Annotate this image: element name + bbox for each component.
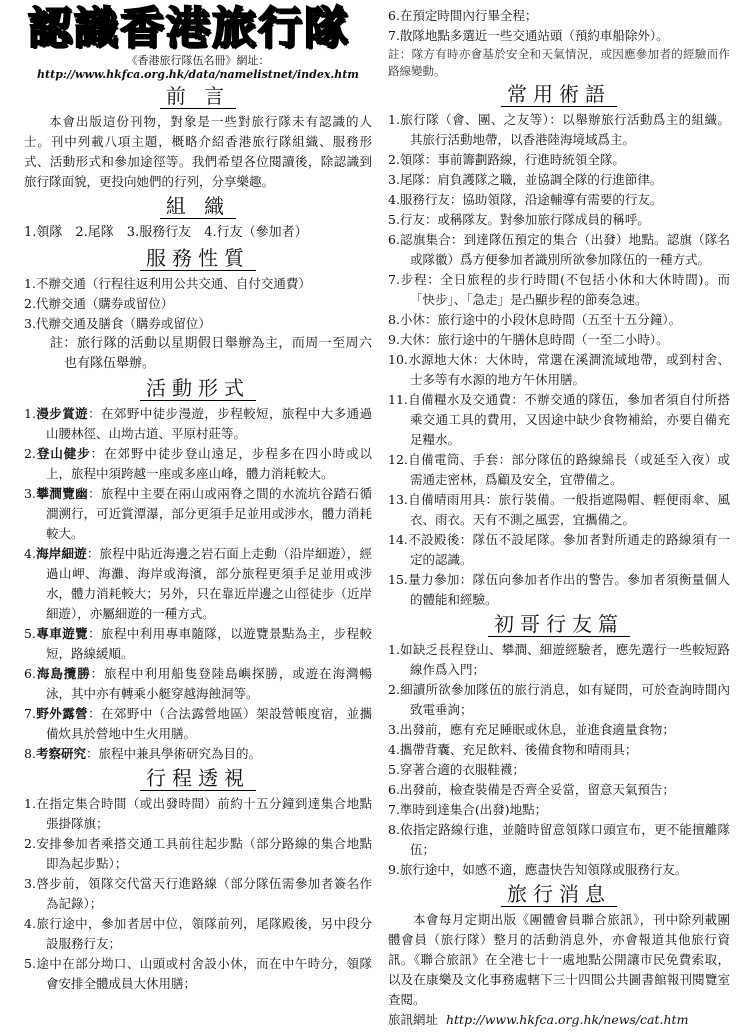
list-item: 6.海島攬勝：旅程中利用船隻登陸島嶼探勝，或遊在海灣暢泳，其中亦有轉乘小艇穿越海蝕洞等。	[24, 666, 372, 701]
news-url-label: 旅訊網址	[388, 1012, 439, 1027]
list-item: 6.出發前，檢查裝備是否齊全妥當，留意天氣預告；	[388, 782, 675, 797]
list-item: 2.細讀所欲參加隊伍的旅行消息，如有疑問，可於查詢時間內致電垂詢；	[388, 682, 730, 717]
list-item: 11.自備糧水及交通費：不辦交通的隊伍，參加者須自付所搭乘交通工具的費用，又因途中缺少食物補給，亦要自備充足糧水。	[388, 392, 730, 447]
preface-heading: 前 言	[24, 84, 372, 108]
namelist-caption: 《香港旅行隊伍名冊》網址：	[126, 54, 270, 67]
list-item: 1.在指定集合時間（或出發時間）前約十五分鐘到達集合地點張掛隊旗；	[24, 796, 372, 831]
list-item: 8.依指定路線行進，並隨時留意領隊口頭宣布，更不能擅離隊伍；	[388, 822, 730, 857]
list-item: 14.不設殿後：隊伍不設尾隊。參加者對所通走的路線須有一定的認識。	[388, 532, 730, 567]
list-item: 5.途中在部分坳口、山頭或村舍設小休，而在中午時分，領隊會安排全體成員大休用膳；	[24, 956, 372, 991]
list-item: 15.量力參加：隊伍向參加者作出的警告。參加者須衡量個人的體能和經驗。	[388, 572, 730, 607]
list-item: 7.步程：全日旅程的步行時間(不包括小休和大休時間)。而「快步」、「急走」是凸顯步程的節奏急速。	[388, 272, 730, 307]
list-item: 7.準時到達集合(出發)地點；	[388, 802, 548, 817]
namelist-url[interactable]: http://www.hkfca.org.hk/data/namelistnet/index.htm	[37, 68, 359, 81]
itinerary-note: 註：隊方有時亦會基於安全和天氣情況，或因應參加者的經驗而作路線變動。	[388, 47, 730, 78]
list-item: 9.大休：旅行途中的午膳休息時間（一至二小時）。	[388, 332, 669, 347]
news-heading: 旅行消息	[388, 882, 730, 906]
list-item: 4.海岸細遊：旅程中貼近海邊之岩石面上走動（沿岸細遊），經過山岬、海灘、海岸或海濱，部分旅程更須手足並用或涉水，體力消耗較大；另外，只在靠近岸邊之山徑徒步（近岸細遊），亦屬細遊的一種方式。	[24, 546, 372, 621]
list-item: 2.安排參加者乘搭交通工具前往起步點（部分路線的集合地點即為起步點）；	[24, 836, 372, 871]
list-item: 3.出發前，應有充足睡眠或休息，並進食適量食物；	[388, 722, 675, 737]
itinerary-heading: 行程透視	[24, 766, 372, 790]
news-url-line	[388, 1010, 730, 1030]
list-item: 10.水源地大休：大休時，常選在溪澗流域地帶，或到村舍、士多等有水源的地方午休用膳。	[388, 352, 730, 387]
list-item: 4.旅行途中，參加者居中位，領隊前列，尾隊殿後，另中段分設服務行友；	[24, 916, 372, 951]
right-column	[388, 0, 730, 1030]
preface-text: 本會出版這份刊物，對象是一些對旅行隊未有認識的人士。刊中列載八項主題，概略介紹香港旅行隊組織、服務形式、活動形式和參加途徑等。我們希望各位閱讀後，除認識到旅行隊面貌，更投向她們的行列，分享樂趣。	[24, 114, 372, 189]
list-item: 1.如缺乏長程登山、攀澗、細遊經驗者，應先選行一些較短路線作爲入門；	[388, 642, 730, 677]
list-item: 6.在預定時間內行畢全程；	[388, 8, 538, 23]
organization-list: 1.領隊 2.尾隊 3.服務行友 4.行友（參加者）	[24, 225, 308, 240]
list-item: 3.代辦交通及膳食（購券或留位）	[24, 316, 211, 331]
activities-heading: 活動形式	[24, 376, 372, 400]
list-item: 3.攀澗覽幽：旅程中主要在兩山或兩脊之間的水流坑谷踏石循澗溯行，可近賞潭瀑，部分更須手足並用或涉水，體力消耗較大。	[24, 486, 372, 541]
beginners-heading: 初哥行友篇	[388, 612, 730, 636]
activities-list	[24, 404, 372, 764]
organization-heading: 組 織	[24, 194, 372, 218]
list-item: 7.散隊地點多選近一些交通站頭（預約車船除外）。	[388, 28, 669, 43]
list-item: 2.領隊：事前籌劃路線，行進時統領全隊。	[388, 152, 625, 167]
page-title: 認識香港旅行隊	[28, 3, 350, 54]
list-item: 4.服務行友：協助領隊，沿途輔導有需要的行友。	[388, 192, 663, 207]
list-item: 1.旅行隊（會、團、之友等）：以舉辦旅行活動爲主的組織。其旅行活動地帶，以香港陸海境域爲主。	[388, 112, 730, 147]
list-item: 3.尾隊：肩負護隊之職，並協調全隊的行進節律。	[388, 172, 663, 187]
left-column	[24, 0, 372, 994]
news-url[interactable]: http://www.hkfca.org.hk/news/cat.htm	[445, 1012, 689, 1027]
itinerary-list-continued	[388, 6, 730, 46]
list-item: 8.考察研究：旅程中兼具學術研究為目的。	[24, 746, 261, 761]
list-item: 8.小休：旅行途中的小段休息時間（五至十五分鐘）。	[388, 312, 682, 327]
list-item: 4.攜帶背囊、充足飲料、後備食物和晴雨具；	[388, 742, 638, 757]
list-item: 5.行友：或稱隊友。對參加旅行隊成員的稱呼。	[388, 212, 650, 227]
service-list	[24, 274, 372, 334]
news-text: 本會每月定期出版《團體會員聯合旅訊》，刊中除列載團體會員（旅行隊）整月的活動消息外，亦會報道其他旅行資訊。《聯合旅訊》在全港七十一處地點公開讓市民免費索取，以及在康樂及文化事務處轄下三十四間公共圖書館報刊閱覽室查閱。	[388, 912, 730, 1007]
list-item: 2.登山健步：在郊野中徒步登山遠足，步程多在四小時或以上，旅程中須跨越一座或多座山峰，體力消耗較大。	[24, 446, 372, 481]
list-item: 13.自備晴雨用具：旅行裝備。一般指遮陽帽、輕便雨傘、風衣、雨衣。天有不測之風雲，宜攜備之。	[388, 492, 730, 527]
list-item: 7.野外露營：在郊野中（合法露營地區）架設營帳度宿，並攜備炊具於營地中生火用膳。	[24, 706, 372, 741]
list-item: 2.代辦交通（購券或留位）	[24, 296, 174, 311]
terms-list	[388, 110, 730, 610]
list-item: 6.認旗集合：到達隊伍預定的集合（出發）地點。認旗（隊名或隊徽）爲方便參加者識別所欲參加隊伍的一種方式。	[388, 232, 730, 267]
list-item: 1.漫步賞遊：在郊野中徒步漫遊，步程較短，旅程中大多通過山腰林徑、山坳古道、平原村莊等。	[24, 406, 372, 441]
list-item: 12.自備電筒、手套：部分隊伍的路線綿長（或延至入夜）或需通走密林，爲顧及安全，宜帶備之。	[388, 452, 730, 487]
list-item: 3.啓步前，領隊交代當天行進路線（部分隊伍需參加者簽名作為記錄）；	[24, 876, 372, 911]
service-note: 註：旅行隊的活動以星期假日舉辦為主，而周一至周六也有隊伍舉辦。	[50, 336, 372, 371]
list-item: 1.不辦交通（行程往返利用公共交通、自付交通費）	[24, 276, 311, 291]
itinerary-list	[24, 794, 372, 994]
list-item: 9.旅行途中，如感不適，應盡快告知領隊或服務行友。	[388, 862, 688, 877]
beginners-list	[388, 640, 730, 880]
list-item: 5.穿著合適的衣服鞋襪；	[388, 762, 525, 777]
list-item: 5.專車遊覽：旅程中利用專車隨隊，以遊覽景點為主，步程較短，路線緩順。	[24, 626, 372, 661]
terms-heading: 常用術語	[388, 82, 730, 106]
service-heading: 服務性質	[24, 246, 372, 270]
